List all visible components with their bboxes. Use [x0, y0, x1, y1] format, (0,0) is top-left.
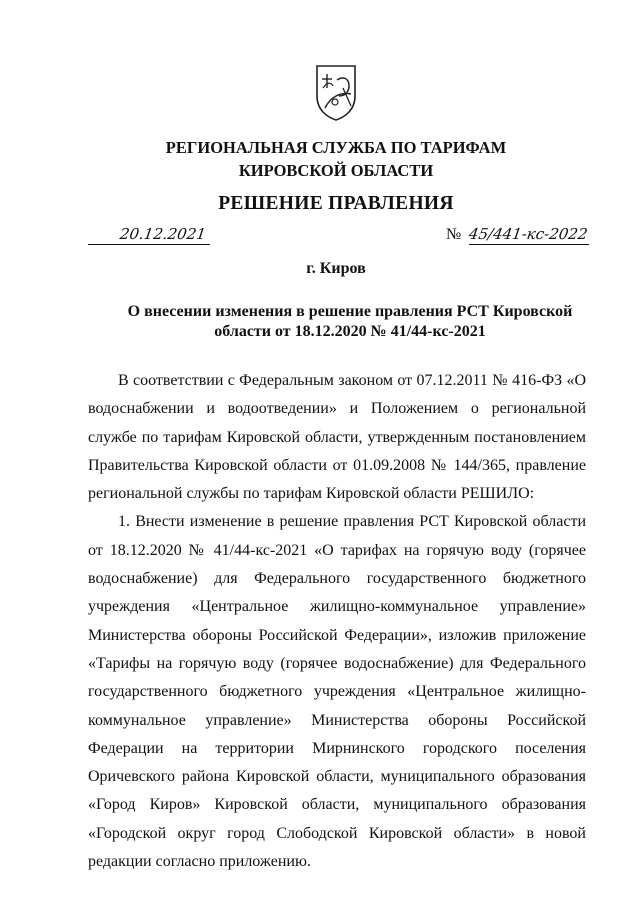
date-value: 20.12.2021 — [118, 225, 208, 243]
body-paragraph: В соответствии с Федеральным законом от 07.12.2011 № 416-ФЗ «О водоснабжении и водоотведении» и Положением о региональной службе по тарифам Кировской области, утвержденным постановлением Правительства Кировской области от 01.09.2008 № 144/365, правление региональной службы по тарифам Кировской области РЕШИЛО: — [88, 372, 586, 503]
agency-name — [0, 136, 640, 182]
agency-name-line1: РЕГИОНАЛЬНАЯ СЛУЖБА ПО ТАРИФАМ — [165, 138, 507, 157]
document-type: РЕШЕНИЕ ПРАВЛЕНИЯ — [218, 193, 454, 214]
number-value: 45/441-кс-2022 — [468, 225, 589, 243]
document-body — [88, 367, 586, 876]
body-paragraph: 1. Внести изменение в решение правления РСТ Кировской области от 18.12.2020 № 41/44-кс-2021 «О тарифах на горячую воду (горячее водоснабжение) для Федерального государственного бюджетного учреждения «Центральное жилищно-коммунальное управление» Министерства обороны Российской Федерации», изложив приложение «Тарифы на горячую воду (горячее водоснабжение) для Федерального государственного бюджетного учреждения «Центральное жилищно-коммунальное управление» Министерства обороны Российской Федерации на территории Мирнинского городского поселения Оричевского района Кировской области, муниципального образования «Город Киров» Кировской области, муниципального образования «Городской округ город Слободской Кировской области» в новой редакции согласно приложению. — [88, 513, 586, 871]
coat-of-arms-icon — [311, 62, 361, 122]
document-date — [88, 225, 210, 245]
document-number — [446, 225, 589, 245]
agency-name-line2: КИРОВСКОЙ ОБЛАСТИ — [238, 161, 434, 180]
document-subject — [0, 302, 640, 342]
subject-line1: О внесении изменения в решение правления РСТ Кировской — [127, 303, 573, 320]
subject-line2: области от 18.12.2020 № 41/44-кс-2021 — [214, 323, 486, 340]
number-prefix: № — [446, 226, 462, 243]
city: г. Киров — [306, 260, 366, 277]
